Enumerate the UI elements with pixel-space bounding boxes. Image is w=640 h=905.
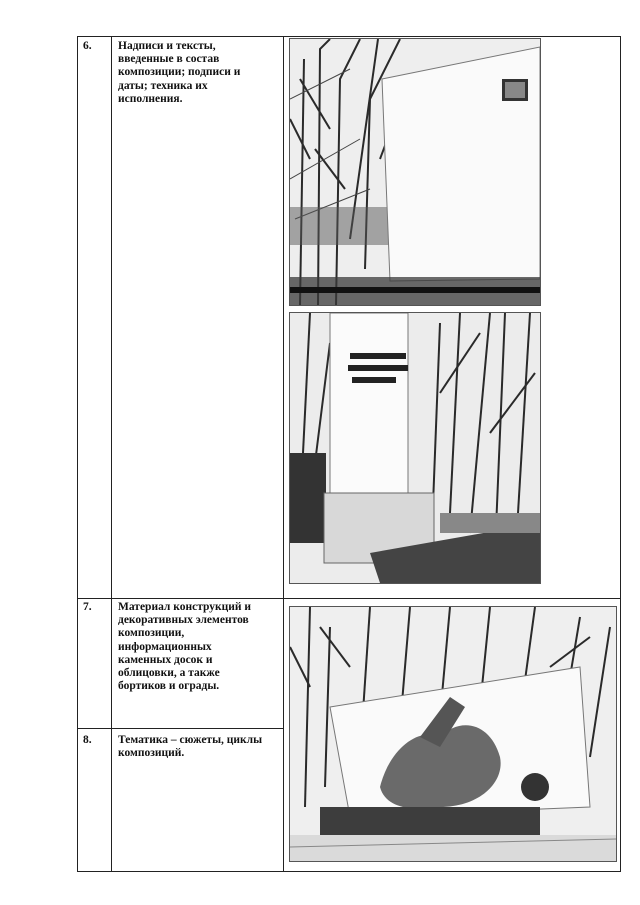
memorial-sculpture-photo <box>289 606 617 862</box>
row-text-6 <box>118 40 278 106</box>
table-border-left <box>77 36 78 872</box>
table-border-right <box>620 36 621 872</box>
row-text-8 <box>118 734 278 760</box>
column-separator-photo <box>283 36 284 872</box>
text-line: каменных досок и <box>118 653 213 666</box>
row-number-7: 7. <box>83 601 92 613</box>
row-number-8: 8. <box>83 734 92 746</box>
text-line: облицовки, а также <box>118 667 220 680</box>
table-border-bottom <box>77 871 621 872</box>
text-line: Материал конструкций и <box>118 601 252 613</box>
text-line: бортиков и ограды. <box>118 680 220 693</box>
monument-photo-icon <box>290 313 540 583</box>
text-line: введенные в состав <box>118 53 220 66</box>
text-line: исполнения. <box>118 92 183 105</box>
text-line: декоративных элементов <box>118 614 249 627</box>
text-line: даты; техника их <box>118 79 208 92</box>
text-line: Надписи и тексты, <box>118 40 216 52</box>
text-line: композиции; подписи и <box>118 66 241 79</box>
text-line: композиций. <box>118 747 185 760</box>
row-text-7 <box>118 601 278 693</box>
inventory-table <box>77 36 621 872</box>
memorial-plaque-photo <box>289 38 541 306</box>
text-line: Тематика – сюжеты, циклы <box>118 734 263 746</box>
monument-photo-icon <box>290 607 616 861</box>
memorial-stele-photo <box>289 312 541 584</box>
row-separator-1 <box>77 598 621 599</box>
text-line: информационных <box>118 640 212 653</box>
monument-photo-icon <box>290 39 540 305</box>
row-number-6: 6. <box>83 40 92 52</box>
text-line: композиции, <box>118 627 185 640</box>
row-separator-2 <box>77 728 284 729</box>
column-separator-number <box>111 36 112 872</box>
table-border-top <box>77 36 621 37</box>
